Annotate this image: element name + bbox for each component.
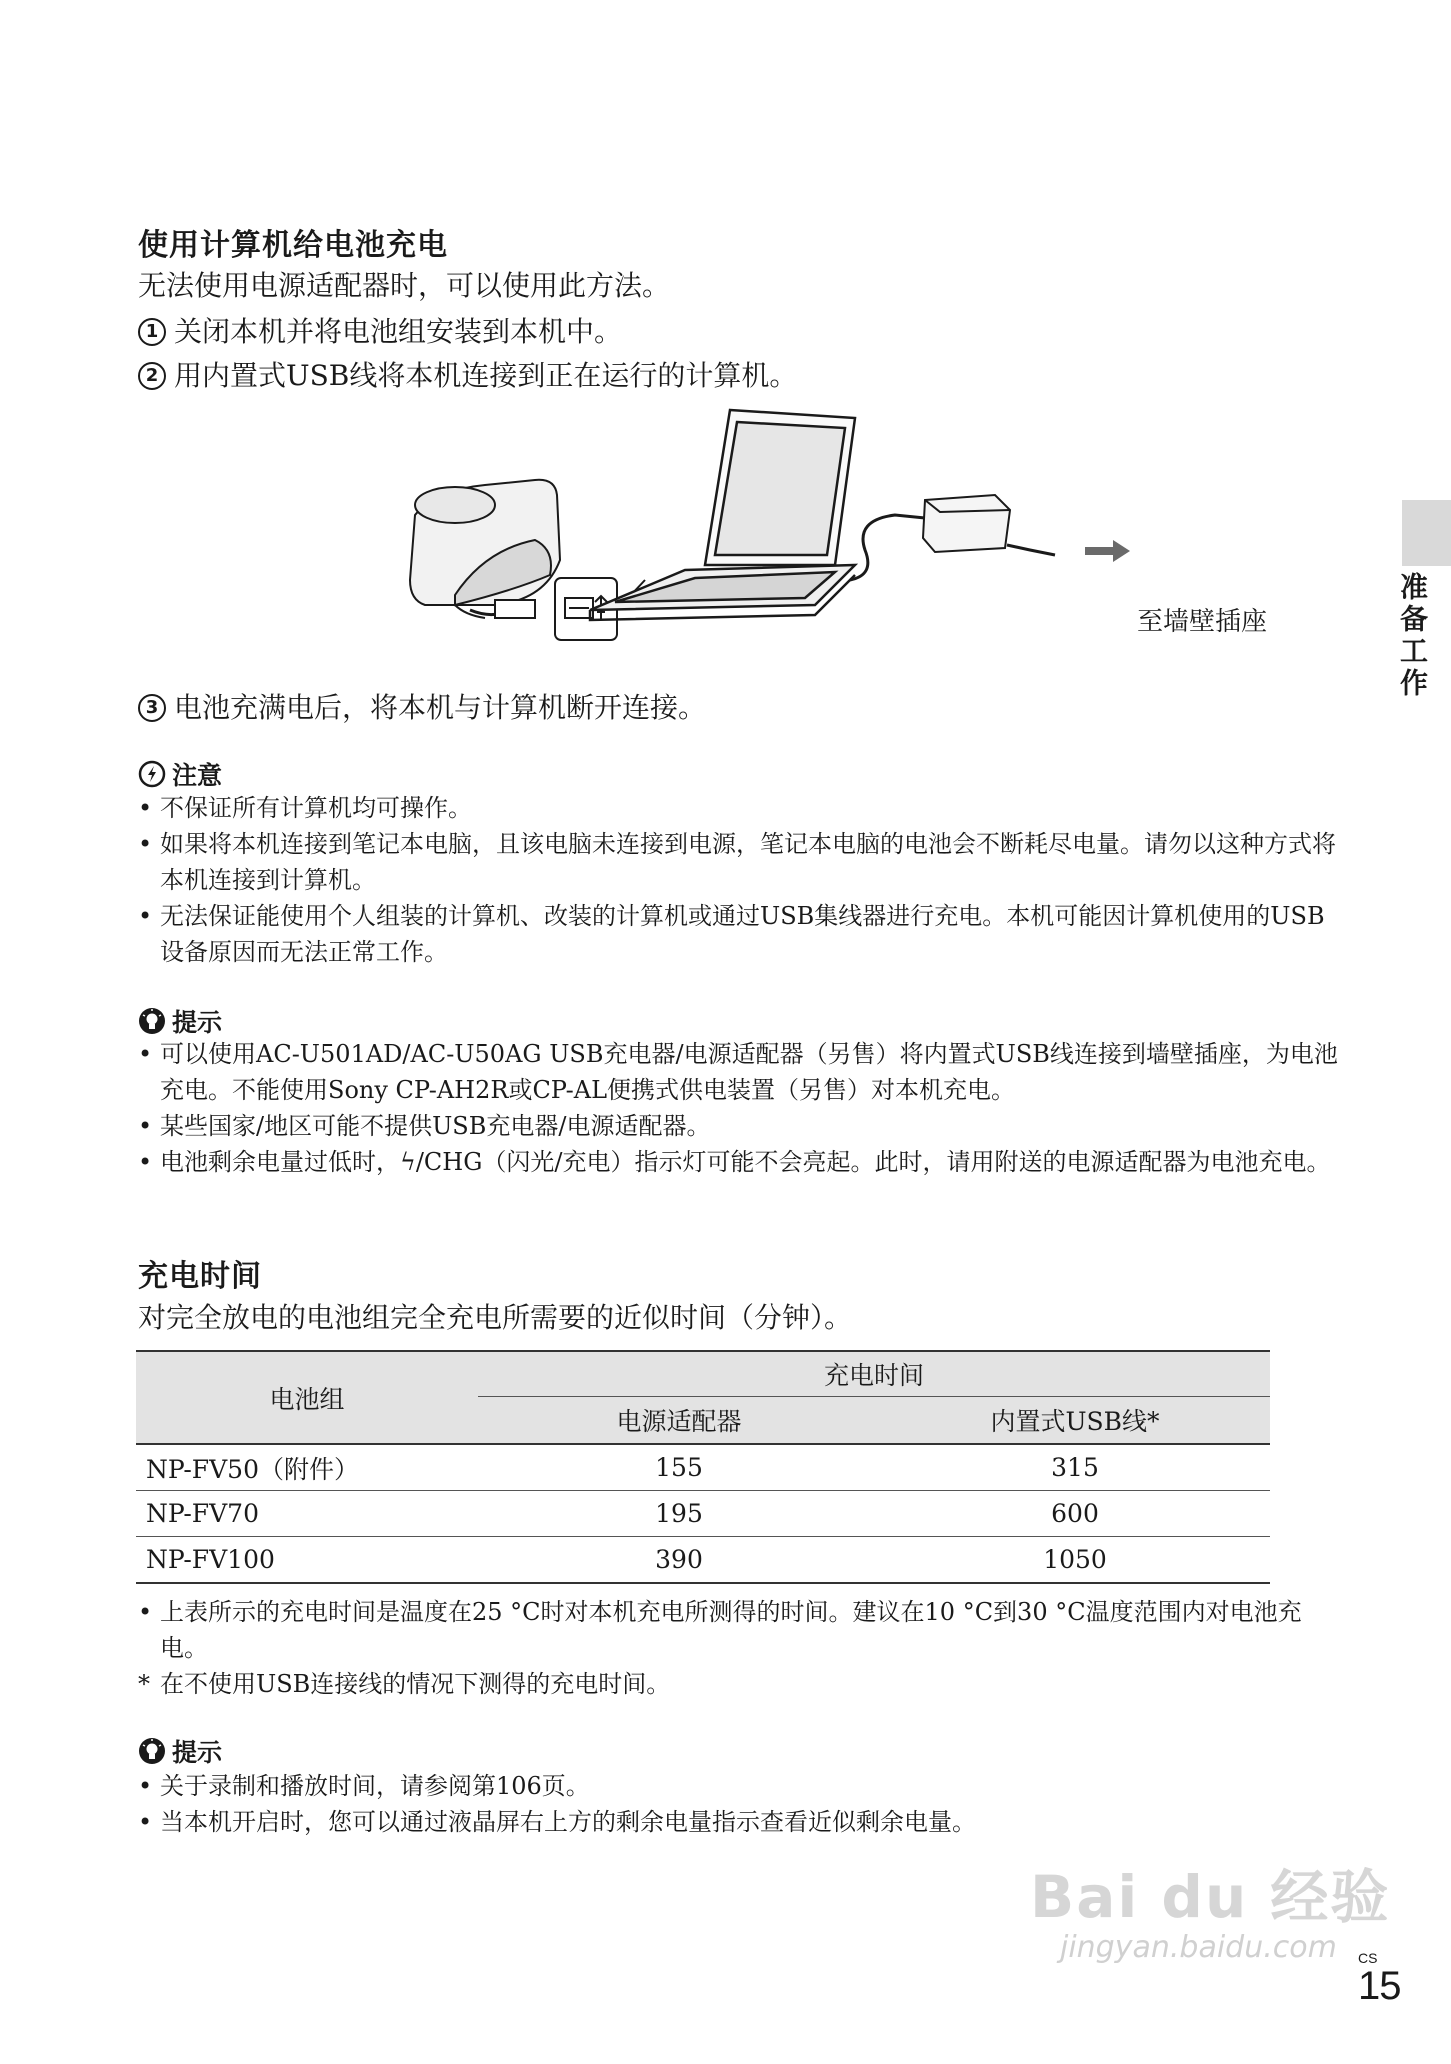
- tips-list: [138, 1036, 1338, 1180]
- list-item: • 电池剩余电量过低时，ϟ/CHG（闪光/充电）指示灯可能不会亮起。此时，请用附送的电源适配器为电池充电。: [138, 1148, 1331, 1176]
- side-tab-label: 准备工作: [1396, 572, 1429, 700]
- list-item: • 不保证所有计算机均可操作。: [138, 794, 472, 822]
- section-title-charging-time: 充电时间: [138, 1259, 262, 1294]
- step-text: 关闭本机并将电池组安装到本机中。: [174, 315, 623, 348]
- tips-heading: [138, 1733, 222, 1769]
- laptop-icon: [590, 410, 855, 620]
- step-2: [138, 354, 797, 398]
- list-item: • 某些国家/地区可能不提供USB充电器/电源适配器。: [138, 1112, 711, 1140]
- footnote-item: * 在不使用USB连接线的情况下测得的充电时间。: [138, 1670, 671, 1698]
- step-text: 电池充满电后，将本机与计算机断开连接。: [174, 691, 707, 724]
- col-battery-header: 电池组: [136, 1351, 478, 1444]
- language-code: CS: [1358, 1950, 1378, 1966]
- lightbulb-icon: [138, 1007, 166, 1035]
- footnote-item: • 上表所示的充电时间是温度在25 °C时对本机充电所测得的时间。建议在10 °C到30 °C温度范围内对电池充电。: [138, 1598, 1302, 1662]
- page-number: 15: [1358, 1964, 1401, 2008]
- list-item: • 如果将本机连接到笔记本电脑，且该电脑未连接到电源，笔记本电脑的电池会不断耗尽电量。请勿以这种方式将本机连接到计算机。: [138, 830, 1336, 894]
- col-usb-header: 内置式USB线*: [880, 1397, 1270, 1445]
- tips-heading-text: 提示: [172, 1008, 223, 1037]
- camcorder-laptop-diagram: [395, 400, 1295, 660]
- table-footnotes: [138, 1594, 1338, 1702]
- list-item: • 无法保证能使用个人组装的计算机、改装的计算机或通过USB集线器进行充电。本机可能因计算机使用的USB设备原因而无法正常工作。: [138, 902, 1325, 966]
- step-number: 2: [138, 362, 166, 390]
- list-item: • 当本机开启时，您可以通过液晶屏右上方的剩余电量指示查看近似剩余电量。: [138, 1808, 976, 1836]
- section-intro: 无法使用电源适配器时，可以使用此方法。: [138, 269, 671, 302]
- tips-heading-text: 提示: [172, 1738, 223, 1767]
- tips-list: [138, 1768, 1338, 1840]
- section-intro: 对完全放电的电池组完全充电所需要的近似时间（分钟）。: [138, 1301, 853, 1334]
- arrow-right-icon: [1085, 540, 1130, 562]
- ac-adapter-icon: [923, 495, 1010, 552]
- col-group-header: 充电时间: [478, 1351, 1270, 1397]
- connection-illustration: [395, 400, 1295, 660]
- table-row: NP-FV100 390 1050: [136, 1537, 1270, 1584]
- watermark-url: jingyan.baidu.com: [1060, 1930, 1337, 1965]
- step-number: 3: [138, 694, 166, 722]
- list-item: • 关于录制和播放时间，请参阅第106页。: [138, 1772, 590, 1800]
- tips-heading: [138, 1003, 222, 1039]
- caution-icon: [138, 760, 166, 788]
- side-tab-marker: [1402, 500, 1451, 566]
- charging-time-table: [136, 1350, 1270, 1584]
- wall-outlet-label: 至墙壁插座: [1137, 607, 1268, 637]
- col-adapter-header: 电源适配器: [478, 1397, 880, 1445]
- step-1: [138, 310, 622, 354]
- step-3: [138, 686, 706, 730]
- list-item: • 可以使用AC-U501AD/AC-U50AG USB充电器/电源适配器（另售）将内置式USB线连接到墙壁插座，为电池充电。不能使用Sony CP-AH2R或CP-AL便携式供电装置（另售）对本机充电。: [138, 1040, 1338, 1104]
- usb-plug-icon: [495, 600, 535, 618]
- table-row: NP-FV50（附件） 155 315: [136, 1444, 1270, 1491]
- watermark-brand: Bai du 经验: [1030, 1863, 1391, 1931]
- step-text: 用内置式USB线将本机连接到正在运行的计算机。: [174, 359, 798, 392]
- camcorder-icon: [410, 480, 560, 618]
- notes-heading-text: 注意: [172, 761, 223, 790]
- step-number: 1: [138, 318, 166, 346]
- lightbulb-icon: [138, 1737, 166, 1765]
- notes-heading: [138, 756, 222, 792]
- table-row: NP-FV70 195 600: [136, 1491, 1270, 1537]
- notes-list: [138, 790, 1338, 970]
- section-title-pc-charging: 使用计算机给电池充电: [138, 228, 448, 263]
